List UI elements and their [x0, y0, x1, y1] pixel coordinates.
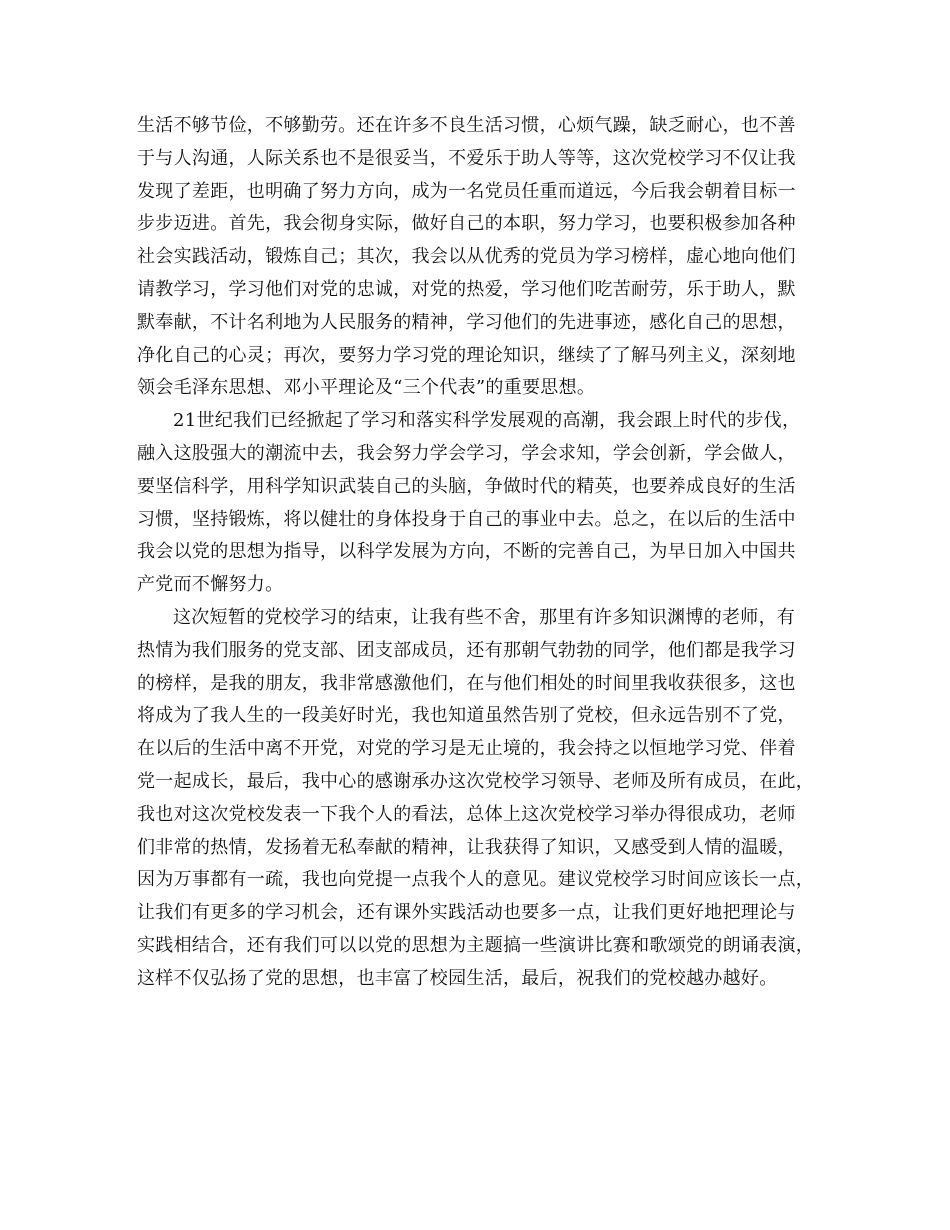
document-body: [137, 110, 823, 996]
paragraph-2: [137, 405, 823, 602]
text-line: 党一起成长，最后，我中心的感谢承办这次党校学习领导、老师及所有成员，在此，: [137, 770, 815, 792]
paragraph-3: [137, 602, 823, 996]
text-line: 我也对这次党校发表一下我个人的看法，总体上这次党校学习举办得很成功，老师: [137, 803, 796, 825]
text-line: 将成为了我人生的一段美好时光，我也知道虽然告别了党校，但永远告别不了党，: [137, 705, 796, 727]
text-line: 习惯，坚持锻炼，将以健壮的身体投身于自己的事业中去。总之，在以后的生活中: [137, 508, 796, 530]
text-line: 生活不够节俭，不够勤劳。还在许多不良生活习惯，心烦气躁，缺乏耐心，也不善: [137, 115, 796, 136]
text-line: 这样不仅弘扬了党的思想，也丰富了校园生活，最后，祝我们的党校越办越好。: [137, 967, 778, 989]
text-line: 这次短暂的党校学习的结束，让我有些不舍，那里有许多知识渊博的老师，有: [173, 606, 796, 628]
text-line: 领会毛泽东思想、邓小平理论及“三个代表”的重要思想。: [137, 377, 596, 399]
text-line: 融入这股强大的潮流中去，我会努力学会学习，学会求知，学会创新，学会做人，: [137, 442, 796, 464]
text-line: 让我们有更多的学习机会，还有课外实践活动也要多一点，让我们更好地把理论与: [137, 902, 796, 924]
text-line: 发现了差距，也明确了努力方向，成为一名党员任重而道远，今后我会朝着目标一: [137, 180, 796, 202]
text-line: 在以后的生活中离不开党，对党的学习是无止境的，我会持之以恒地学习党、伴着: [137, 738, 796, 760]
text-line: 于与人沟通，人际关系也不是很妥当，不爱乐于助人等等，这次党校学习不仅让我: [137, 147, 796, 169]
text-line: 社会实践活动，锻炼自己；其次，我会以从优秀的党员为学习榜样，虚心地向他们: [137, 246, 796, 268]
paragraph-1: [137, 110, 823, 405]
text-line: 净化自己的心灵；再次，要努力学习党的理论知识，继续了了解马列主义，深刻地: [137, 344, 796, 366]
text-line: 们非常的热情，发扬着无私奉献的精神，让我获得了知识，又感受到人情的温暖，: [137, 836, 796, 858]
text-line: 21世纪我们已经掀起了学习和落实科学发展观的高潮，我会跟上时代的步伐，: [173, 410, 801, 432]
text-line: 步步迈进。首先，我会彻身实际，做好自己的本职，努力学习，也要积极参加各种: [137, 213, 796, 235]
text-line: 产党而不懈努力。: [137, 574, 284, 596]
text-line: 默奉献，不计名利地为人民服务的精神，学习他们的先进事迹，感化自己的思想，: [137, 311, 796, 333]
text-line: 请教学习，学习他们对党的忠诚，对党的热爱，学习他们吃苦耐劳，乐于助人，默: [137, 278, 796, 300]
text-line: 的榜样，是我的朋友，我非常感激他们，在与他们相处的时间里我收获很多，这也: [137, 672, 796, 694]
text-line: 因为万事都有一疏，我也向党提一点我个人的意见。建议党校学习时间应该长一点，: [137, 869, 815, 891]
text-line: 实践相结合，还有我们可以以党的思想为主题搞一些演讲比赛和歌颂党的朗诵表演，: [137, 934, 815, 956]
text-line: 要坚信科学，用科学知识武装自己的头脑，争做时代的精英，也要养成良好的生活: [137, 475, 796, 497]
text-line: 热情为我们服务的党支部、团支部成员，还有那朝气勃勃的同学，他们都是我学习: [137, 639, 796, 661]
text-line: 我会以党的思想为指导，以科学发展为方向，不断的完善自己，为早日加入中国共: [137, 541, 796, 563]
